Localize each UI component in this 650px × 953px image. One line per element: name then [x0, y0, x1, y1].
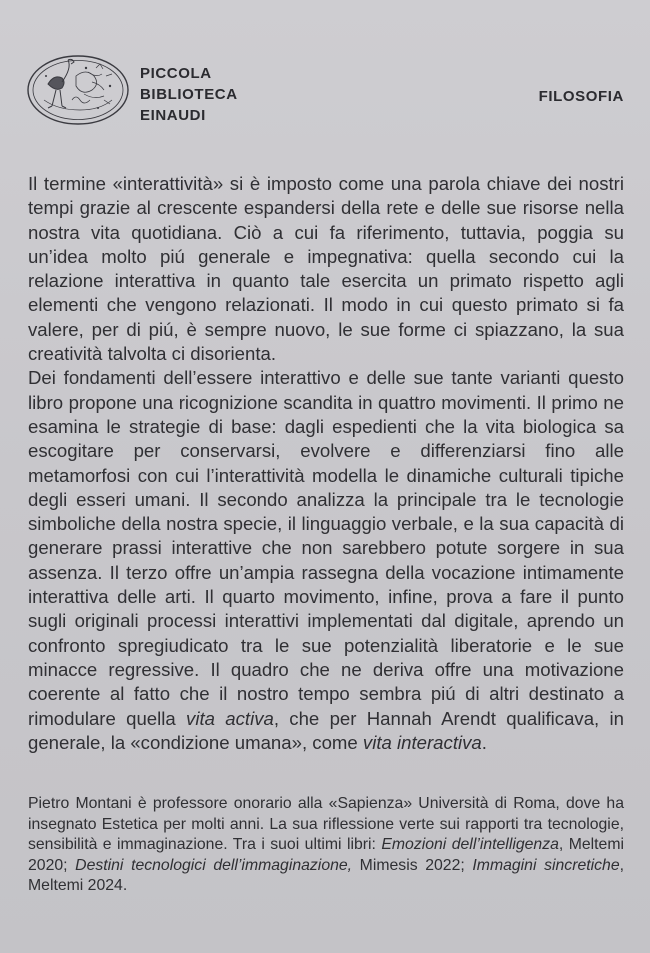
bio-text: , Meltemi 2020;: [28, 836, 625, 874]
imprint-line-1: PICCOLA: [140, 65, 212, 82]
book-title: Destini tecnologici dell’immaginazione,: [75, 856, 353, 874]
bio-text: Mimesis 2022;: [352, 856, 473, 874]
book-title: Immagini sincretiche: [472, 856, 620, 874]
description-text: .: [481, 731, 487, 753]
description-text: Dei fondamenti dell’essere interattivo e delle sue tante varianti questo libro propone una ricognizione scandita in quattro movimenti. Il primo ne esamina le strategie di base: dagli espedienti che la vita biologica sa escogitare per conservarsi, evolvere e differenziarsi fino alle metamorfosi con cui l’interattività modella le dinamiche culturali tipiche degli esseri umani. Il secondo analizza la principale tra le tecnologie simboliche della nostra specie, il linguaggio verbale, e la sua capacità di generare prassi interattive che non sarebbero potute sorgere in sua assenza. Il terzo offre un’ampia rassegna della vocazione intimamente interattiva delle arti. Il quarto movimento, infine, prova a fare il punto sugli originali processi interattivi implementati dal digitale, aprendo un confronto spregiudicato tra le sue potenzialità liberatorie e le sue minacce regressive. Il quadro che ne deriva offre una motivazione coerente al fatto che il nostro tempo sembra piú di altri destinato a rimodulare quella: [28, 367, 624, 729]
description-italic: vita interactiva: [362, 731, 482, 753]
description-text: , che per Hannah Arendt qualificava, in generale, la «condizione umana», come: [28, 707, 624, 753]
description-paragraph-2: [28, 366, 624, 755]
book-title: Emozioni dell’intelligenza: [381, 836, 559, 853]
bio-text: , Meltemi 2024.: [28, 856, 624, 894]
publisher-imprint: [140, 63, 238, 126]
description-paragraph-1: Il termine «interattività» si è imposto come una parola chiave dei nostri tempi grazie al crescente espandersi della rete e delle sue risorse nella nostra vita quotidiana. Ciò a cui fa riferimento, tuttavia, poggia su un’idea molto piú generale e impegnativa: quella secondo cui la relazione interattiva in quanto tale esercita un primato rispetto agli elementi che vengono relazionati. Il modo in cui questo primato si fa valere, per di piú, è sempre nuovo, le sue forme ci spiazzano, la sua creatività talvolta ci disorienta.: [28, 173, 624, 365]
series-label: FILOSOFIA: [538, 88, 624, 105]
author-bio: [28, 794, 624, 897]
description-italic: vita activa: [186, 707, 274, 729]
bio-text: Pietro Montani è professore onorario alla «Sapienza» Università di Roma, dove ha insegnato Estetica per molti anni. La sua riflessione verte sui rapporti tra tecnologie, sensibilità e immaginazione. Tra i suoi ultimi libri:: [28, 795, 624, 853]
book-description: [28, 172, 624, 755]
imprint-line-2: BIBLIOTECA: [140, 86, 238, 103]
imprint-line-3: EINAUDI: [140, 107, 206, 124]
einaudi-ostrich-icon: [26, 54, 130, 126]
